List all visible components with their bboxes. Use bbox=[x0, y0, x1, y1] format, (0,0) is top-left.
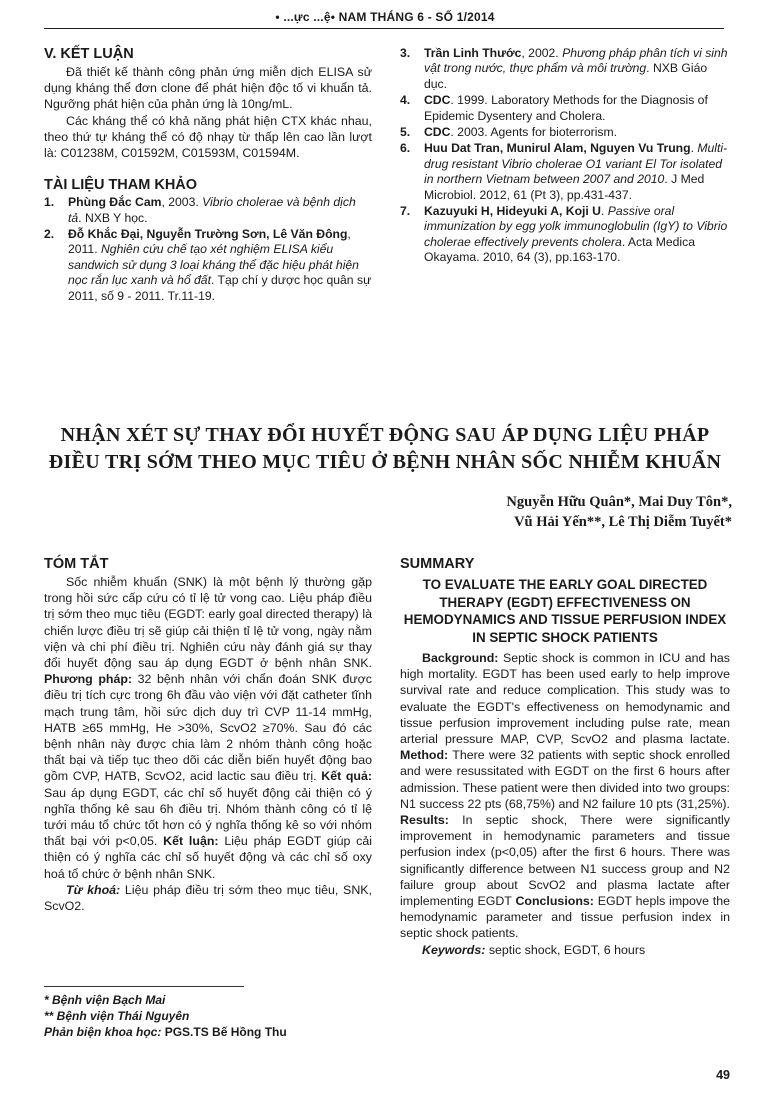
vi-result-label: Kết quả: bbox=[321, 769, 372, 784]
reference-number: 2. bbox=[44, 227, 55, 242]
prev-references-right bbox=[400, 46, 730, 267]
reference-meta: . 1999. Laboratory Methods for the Diagnosis of Epidemic Dysentery and Cholera. bbox=[424, 93, 708, 123]
vi-keywords bbox=[44, 882, 372, 914]
article-title-line-1: NHẬN XÉT SỰ THAY ĐỔI HUYẾT ĐỘNG SAU ÁP DỤNG LIỆU PHÁP bbox=[60, 424, 710, 446]
authors-line-2: Vũ Hải Yến**, Lê Thị Diễm Tuyết* bbox=[514, 514, 732, 530]
reference-number: 1. bbox=[44, 195, 55, 210]
en-keywords-label: Keywords: bbox=[422, 942, 486, 957]
reference-tail: . J Med Microbiol. 2012, 61 (Pt 3), pp.431-437. bbox=[424, 172, 705, 202]
en-results: In septic shock, There were significantly improvement in hemodynamic parameters and tissue perfusion index (p<0,05) after the first 6 hours. There was significantly difference between N1 success group and N2 failure group about ScvO2 and plasma lactate after implementing EGDT bbox=[400, 813, 730, 909]
reference-authors: Huu Dat Tran, Munirul Alam, Nguyen Vu Trung bbox=[424, 141, 691, 156]
footnote-affiliation-2: ** Bệnh viện Thái Nguyên bbox=[44, 1009, 190, 1023]
en-method-label: Method: bbox=[400, 748, 449, 763]
article-title bbox=[0, 422, 770, 476]
footnote-rule bbox=[44, 986, 244, 987]
reference-number: 6. bbox=[400, 141, 411, 156]
vi-conclusion-label: Kết luận: bbox=[163, 834, 219, 849]
en-abstract-title: TO EVALUATE THE EARLY GOAL DIRECTED THERAPY (EGDT) EFFECTIVENESS ON HEMODYNAMICS AND TISSUE PERFUSION INDEX IN SEPTIC SHOCK PATIENTS bbox=[403, 577, 727, 645]
reference-authors: CDC bbox=[424, 93, 451, 108]
article-title-line-2: ĐIỀU TRỊ SỚM THEO MỤC TIÊU Ở BỆNH NHÂN SỐC NHIỄM KHUẨN bbox=[48, 451, 722, 473]
vi-keywords-text: Liệu pháp điều trị sớm theo mục tiêu, SNK, ScvO2. bbox=[44, 882, 372, 914]
running-head: • ...ực ...ệ• NAM THÁNG 6 - SỐ 1/2014 bbox=[275, 10, 495, 24]
reference-authors: Kazuyuki H, Hideyuki A, Koji U bbox=[424, 204, 601, 219]
vi-method-label: Phương pháp: bbox=[44, 672, 133, 687]
reference-number: 7. bbox=[400, 204, 411, 219]
prev-conclusion-section bbox=[44, 46, 372, 305]
footnote-reviewer bbox=[44, 1024, 374, 1040]
conclusion-heading: V. KẾT LUẬN bbox=[44, 46, 134, 62]
vi-conclusion: Liệu pháp EGDT giúp cải thiện có ý nghĩa các chỉ số huyết động và các chỉ số oxy hoá tổ chức ở bệnh nhân SNK. bbox=[44, 834, 372, 881]
en-abstract-body bbox=[400, 650, 730, 942]
reference-authors: Đỗ Khắc Đại, Nguyễn Trường Sơn, Lê Văn Đông bbox=[68, 227, 348, 242]
reference-list-right bbox=[400, 46, 730, 266]
article-authors bbox=[506, 492, 732, 532]
vi-keywords-label: Từ khoá: bbox=[66, 882, 121, 897]
reviewer-name: PGS.TS Bế Hồng Thu bbox=[164, 1025, 287, 1039]
en-keywords bbox=[400, 942, 730, 958]
en-conclusions-label: Conclusions: bbox=[515, 894, 594, 909]
conclusion-paragraph-1: Đã thiết kế thành công phản ứng miễn dịch ELISA sử dụng kháng thể đơn clone để phát hiện độc tố vi khuẩn tả. Ngưỡng phát hiện của phản ứng là 10ng/mL. bbox=[44, 65, 372, 112]
vi-intro: Sốc nhiễm khuẩn (SNK) là một bệnh lý thường gặp trong hồi sức cấp cứu có tỉ lệ tử vong cao. Liệu pháp điều trị sớm theo mục tiêu (EGDT: early goal directed therapy) là chiến lược điều trị sẽ giúp cải thiện tỉ lệ tử vong, ngày nằm viện và chi phí điều trị. Nghiên cứu này đánh giá sự thay đổi huyết động sau áp dụng EGDT ở bệnh nhân SNK. bbox=[44, 575, 372, 671]
footnote-affiliation-1: * Bệnh viện Bạch Mai bbox=[44, 993, 166, 1007]
en-background: Septic shock is common in ICU and has high mortality. EGDT has been used early to help improve survival rate and reduce complication. This study was to evaluate the EGDT's effectiveness on hemodynamic and tissue perfusion improvement including pulse rate, mean arterial pressure MAP, CVP, ScvO2 and plasma lactate. bbox=[400, 651, 730, 747]
en-abstract-heading: SUMMARY bbox=[400, 556, 475, 572]
reviewer-label: Phản biện khoa học: bbox=[44, 1025, 162, 1039]
reference-title: Phương pháp phân tích vi sinh vật trong nước, thực phẩm và môi trường bbox=[424, 46, 728, 76]
en-keywords-text: septic shock, EGDT, 6 hours bbox=[488, 942, 646, 957]
en-conclusions: EGDT hepls impove the hemodynamic parameter and tissue perfusion index in septic shock patients. bbox=[400, 894, 730, 941]
authors-line-1: Nguyễn Hữu Quân*, Mai Duy Tôn*, bbox=[506, 494, 732, 510]
reference-meta: . 2003. Agents for bioterrorism. bbox=[450, 125, 618, 140]
reference-meta: , 2003. bbox=[161, 195, 203, 210]
reference-authors: Trần Linh Thước bbox=[424, 46, 522, 60]
reference-meta: , 2011. bbox=[68, 227, 351, 257]
reference-meta: , 2002. bbox=[521, 46, 563, 60]
reference-authors: Phùng Đắc Cam bbox=[68, 195, 162, 210]
reference-tail: . Tạp chí y dược học quân sự 2011, số 9 - 2011. Tr.11-19. bbox=[68, 273, 372, 303]
reference-list-left bbox=[44, 195, 372, 304]
reference-tail: . NXB Y học. bbox=[78, 210, 148, 225]
en-results-label: Results: bbox=[400, 813, 449, 828]
reference-number: 5. bbox=[400, 125, 411, 140]
vi-result: Sau áp dụng EGDT, các chỉ số huyết động cải thiện có ý nghĩa thống kê sau 6h điều trị. Nhóm thành công có tỉ lệ tưới máu tổ chức tốt hơn có ý nghĩa thống kê so với nhóm thất bại với p<0,05. bbox=[44, 785, 372, 849]
vi-abstract-body bbox=[44, 574, 372, 882]
en-background-label: Background: bbox=[422, 651, 499, 665]
reference-item bbox=[400, 93, 730, 124]
reference-title: Vibrio cholerae và bệnh dịch tả bbox=[68, 195, 356, 225]
reference-tail: . Acta Medica Okayama. 2010, 64 (3), pp.163-170. bbox=[424, 234, 695, 265]
reference-item bbox=[44, 195, 372, 226]
en-method: There were 32 patients with septic shock enrolled and were resussitated with EGDT on the first 6 hours after admission. These patient were then divided into two groups: N1 success 22 pts (68,75%) and N2 failure 10 pts (31,25%). bbox=[400, 748, 730, 811]
reference-number: 4. bbox=[400, 93, 411, 108]
vi-method: 32 bệnh nhân với chẩn đoán SNK được điều trị tích cực trong 6h đầu vào viện với đặt catheter tĩnh mạch trung tâm, hồi sức dịch duy trì CVP 11-14 mmHg, HATB ≥65 mmHg, He >30%, ScvO2 ≥70%. Sau đó các bệnh nhân này được chia làm 2 nhóm thành công hoặc thất bại và tiếp tục theo dõi các diễn biến huyết động bao gồm CVP, HATB, ScvO2, acid lactic sau điều trị. bbox=[44, 672, 372, 784]
reference-tail: . NXB Giáo dục. bbox=[424, 61, 708, 91]
reference-number: 3. bbox=[400, 46, 411, 60]
reference-title: Nghiên cứu chế tạo xét nghiệm ELISA kiểu sandwich sử dụng 3 loại kháng thể đặc hiệu phát hiện nọc rắn lục xanh và hổ đất bbox=[68, 242, 359, 288]
footnotes bbox=[44, 992, 374, 1040]
reference-title: Multi-drug resistant Vibrio cholerae O1 variant El Tor isolated in northern Vietnam between 2007 and 2010 bbox=[424, 141, 728, 187]
reference-item bbox=[400, 125, 730, 140]
vi-abstract-heading: TÓM TẮT bbox=[44, 556, 109, 572]
reference-item bbox=[400, 141, 730, 203]
reference-item bbox=[400, 204, 730, 266]
references-heading: TÀI LIỆU THAM KHẢO bbox=[44, 177, 198, 194]
header-rule bbox=[44, 28, 724, 29]
reference-meta: . bbox=[690, 141, 698, 156]
reference-item bbox=[44, 227, 372, 304]
reference-title: Passive oral immunization by egg yolk immunoglobulin (IgY) to Vibrio cholerae effectively prevents cholera bbox=[424, 204, 728, 249]
vi-abstract bbox=[44, 556, 372, 914]
en-abstract bbox=[400, 556, 730, 958]
page-number: 49 bbox=[716, 1068, 730, 1082]
reference-authors: CDC bbox=[424, 125, 451, 140]
reference-meta: . bbox=[600, 204, 608, 219]
reference-item bbox=[400, 46, 730, 92]
conclusion-paragraph-2: Các kháng thể có khả năng phát hiện CTX khác nhau, theo thứ tự kháng thể có độ nhạy từ thấp lên cao lần lượt là: C01238M, C01592M, C01593M, C01594M. bbox=[44, 113, 372, 161]
